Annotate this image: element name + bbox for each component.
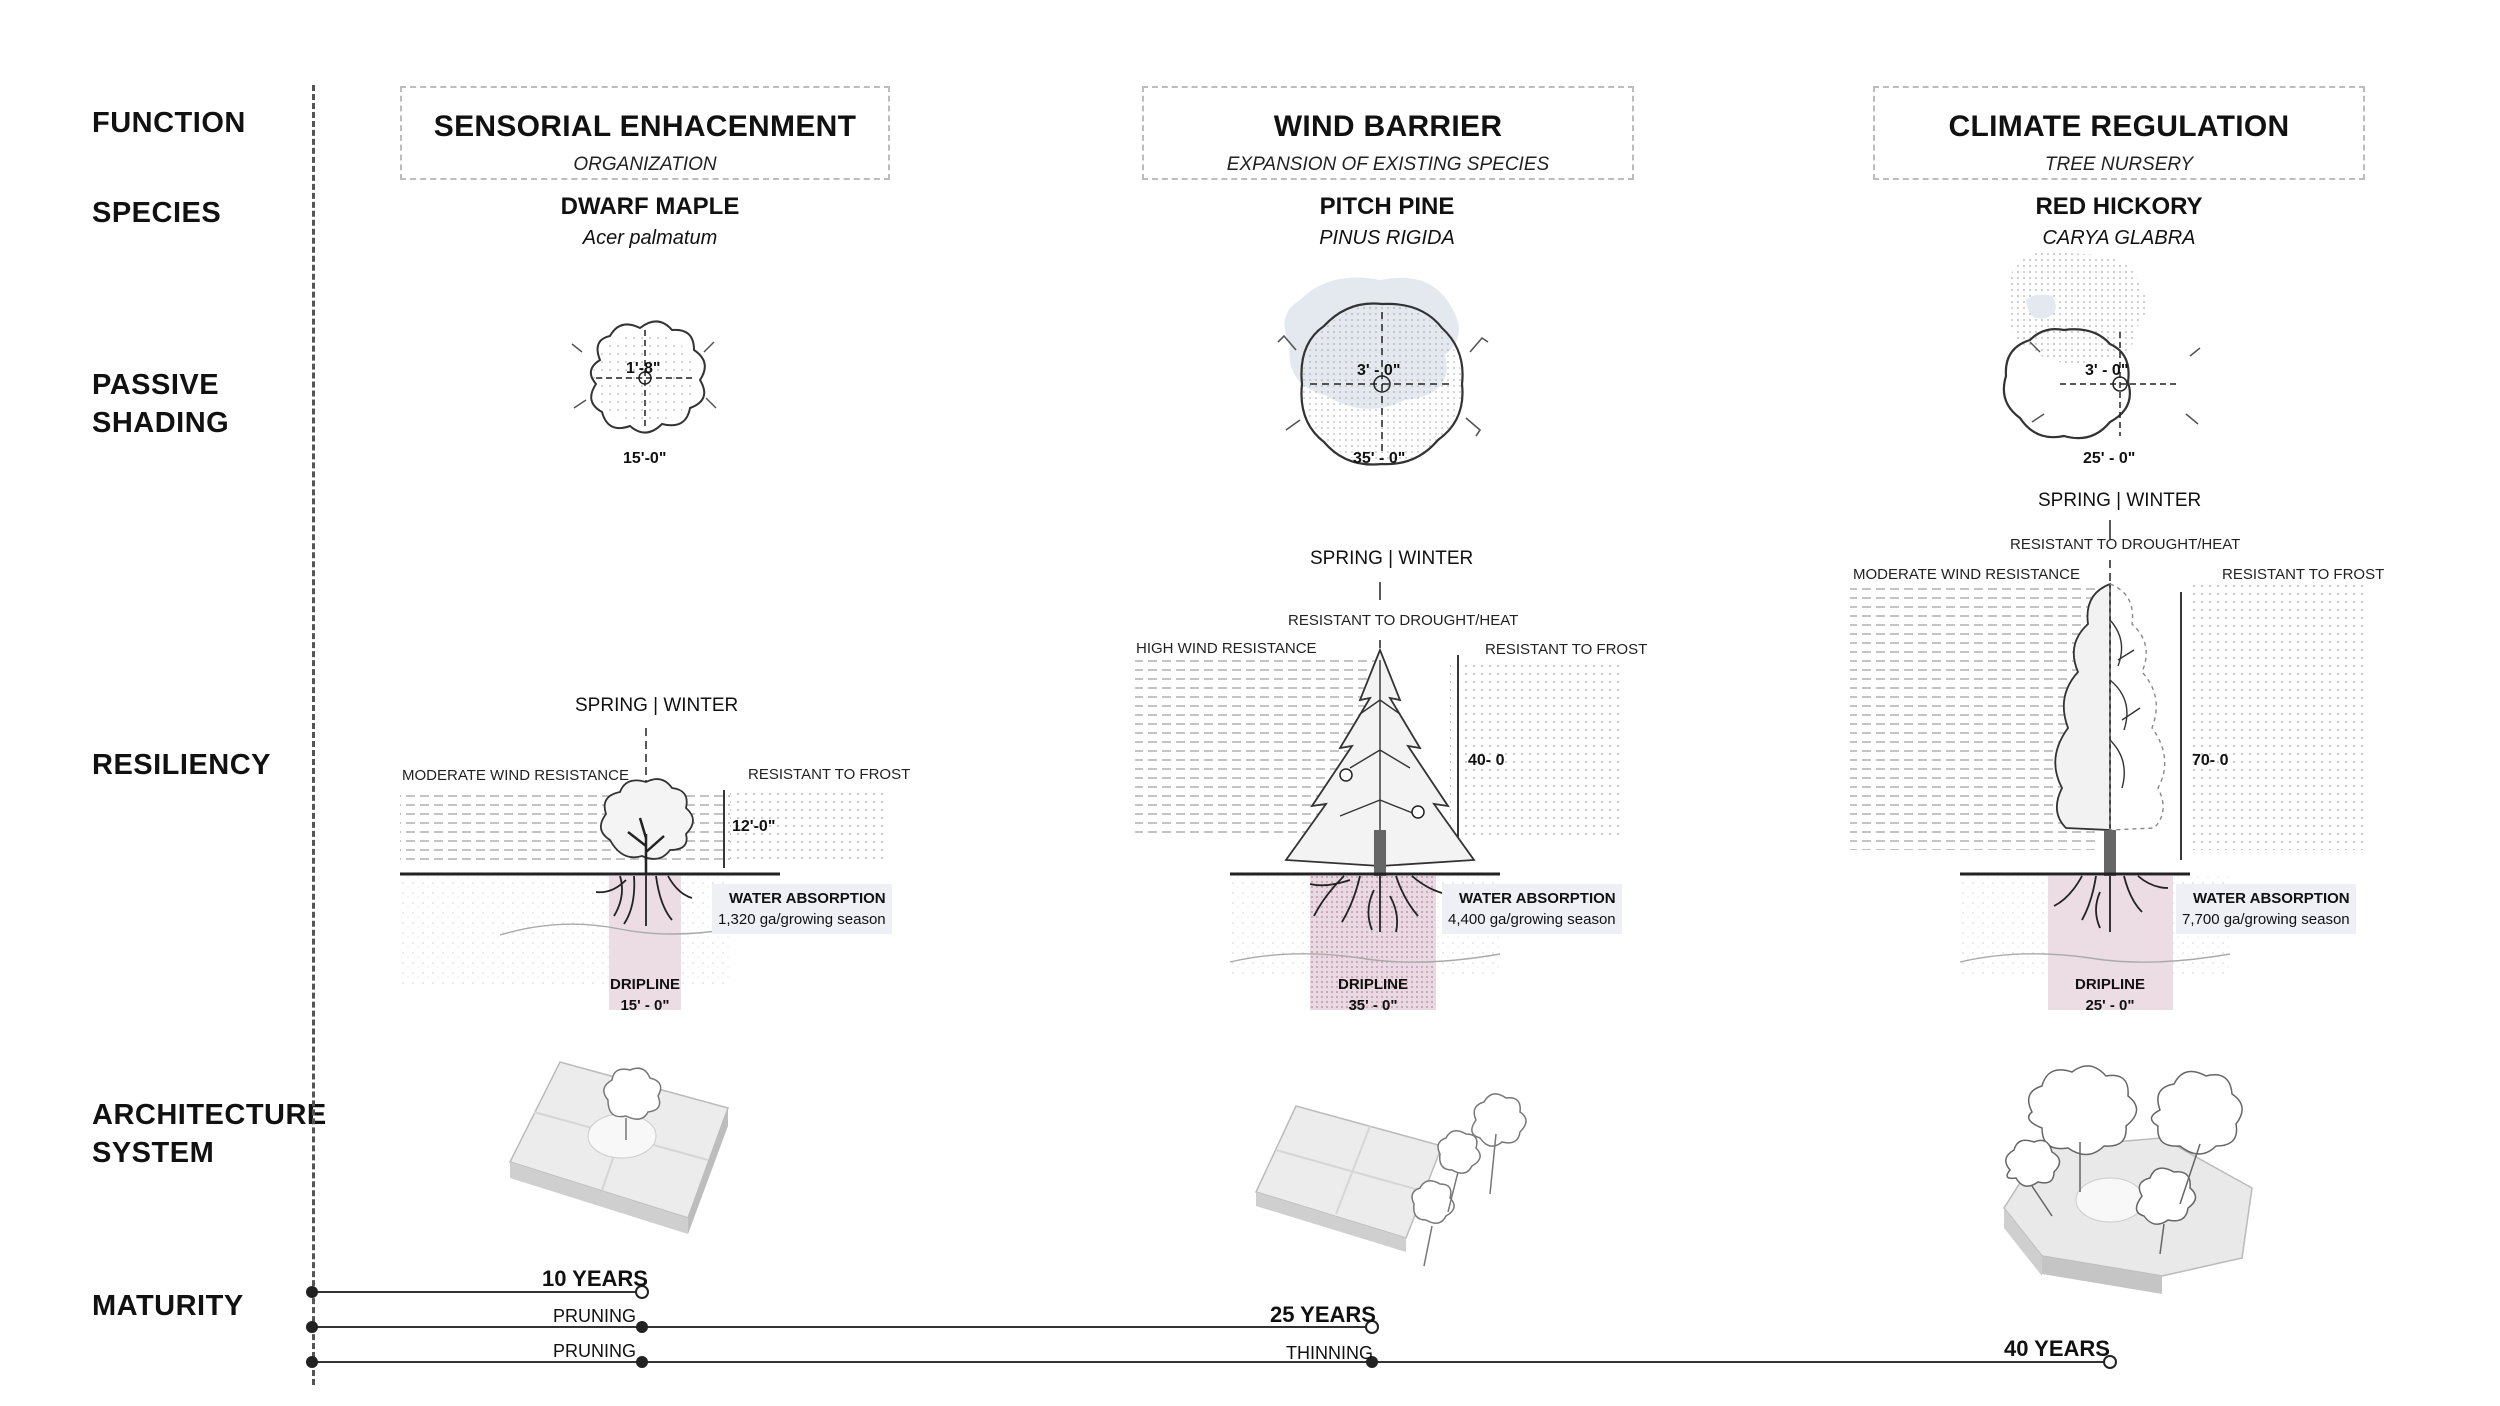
species-latin: Acer palmatum	[582, 227, 718, 249]
row-label-function: FUNCTION	[92, 107, 246, 139]
water-value: 4,400 ga/growing season	[1448, 911, 1616, 928]
species-name: DWARF MAPLE	[560, 193, 740, 220]
species-latin: PINUS RIGIDA	[1319, 227, 1455, 249]
maturity-label-pruning-2: PRUNING	[553, 1341, 637, 1361]
season-label-2: SPRING | WINTER	[1310, 548, 1474, 569]
architecture-module-1	[510, 1062, 728, 1234]
canopy-outer-label-3: 25' - 0"	[2083, 450, 2136, 467]
row-label-maturity: MATURITY	[92, 1290, 244, 1322]
row-label-passive-shading-1: PASSIVE	[92, 369, 220, 401]
water-value: 1,320 ga/growing season	[718, 911, 886, 928]
row-label-architecture-2: SYSTEM	[92, 1137, 215, 1169]
dripline-title: DRIPLINE	[609, 976, 680, 993]
function-subtitle: TREE NURSERY	[2044, 154, 2194, 175]
function-title: WIND BARRIER	[1273, 110, 1503, 143]
dripline-3	[2060, 974, 2160, 1016]
drought-label-2: RESISTANT TO DROUGHT/HEAT	[1288, 612, 1519, 629]
species-name: RED HICKORY	[2035, 193, 2203, 220]
height-label-1: 12'-0"	[732, 818, 776, 835]
canopy-plan-red-hickory	[2004, 251, 2200, 438]
maturity-years-10: 10 YEARS	[542, 1266, 648, 1291]
dripline-1	[595, 974, 695, 1016]
wind-resistance-label-1: MODERATE WIND RESISTANCE	[402, 767, 629, 784]
canopy-inner-label-1: 1'-8"	[626, 360, 661, 377]
dripline-title: DRIPLINE	[1337, 976, 1408, 993]
canopy-inner-label-3: 3' - 0"	[2085, 362, 2129, 379]
dripline-value: 25' - 0"	[2085, 997, 2135, 1014]
maturity-label-pruning-1: PRUNING	[553, 1306, 637, 1326]
wind-resistance-label-3: MODERATE WIND RESISTANCE	[1853, 566, 2080, 583]
row-label-passive-shading-2: SHADING	[92, 407, 230, 439]
maturity-years-40: 40 YEARS	[2004, 1336, 2110, 1361]
water-value: 7,700 ga/growing season	[2182, 911, 2350, 928]
frost-label-3: RESISTANT TO FROST	[2222, 566, 2385, 583]
architecture-module-2	[1256, 1094, 1526, 1266]
frost-label-2: RESISTANT TO FROST	[1485, 641, 1648, 658]
canopy-outer-label-1: 15'-0"	[623, 450, 667, 467]
dripline-title: DRIPLINE	[2074, 976, 2145, 993]
row-label-species: SPECIES	[92, 197, 222, 229]
function-subtitle: ORGANIZATION	[573, 154, 717, 175]
water-absorption-1	[712, 884, 892, 934]
function-title: SENSORIAL ENHACENMENT	[433, 110, 857, 143]
drought-label-3: RESISTANT TO DROUGHT/HEAT	[2010, 536, 2241, 553]
frost-label-1: RESISTANT TO FROST	[748, 766, 911, 783]
row-label-architecture-1: ARCHITECTURE	[92, 1099, 327, 1131]
canopy-outer-label-2: 35' - 0"	[1353, 450, 1406, 467]
wind-resistance-label-2: HIGH WIND RESISTANCE	[1136, 640, 1317, 657]
function-title: CLIMATE REGULATION	[1948, 110, 2290, 143]
maturity-label-thinning: THINNING	[1286, 1343, 1373, 1363]
season-label-1: SPRING | WINTER	[575, 695, 739, 716]
water-absorption-3	[2176, 884, 2356, 934]
function-subtitle: EXPANSION OF EXISTING SPECIES	[1226, 154, 1550, 175]
height-label-3: 70- 0	[2192, 752, 2229, 769]
resiliency-red-hickory	[1850, 520, 2366, 1010]
dripline-2	[1323, 974, 1423, 1016]
maturity-years-25: 25 YEARS	[1270, 1302, 1376, 1327]
species-name: PITCH PINE	[1319, 193, 1455, 220]
height-label-2: 40- 0	[1468, 752, 1505, 769]
water-title: WATER ABSORPTION	[728, 890, 886, 907]
dripline-value: 15' - 0"	[620, 997, 670, 1014]
water-title: WATER ABSORPTION	[1458, 890, 1616, 907]
season-label-3: SPRING | WINTER	[2038, 490, 2202, 511]
row-label-resiliency: RESILIENCY	[92, 749, 272, 781]
canopy-inner-label-2: 3' - 0"	[1357, 362, 1401, 379]
architecture-module-3	[2004, 1066, 2252, 1294]
dripline-value: 35' - 0"	[1348, 997, 1398, 1014]
water-title: WATER ABSORPTION	[2192, 890, 2350, 907]
water-absorption-2	[1442, 884, 1622, 934]
species-latin: CARYA GLABRA	[2042, 227, 2196, 249]
